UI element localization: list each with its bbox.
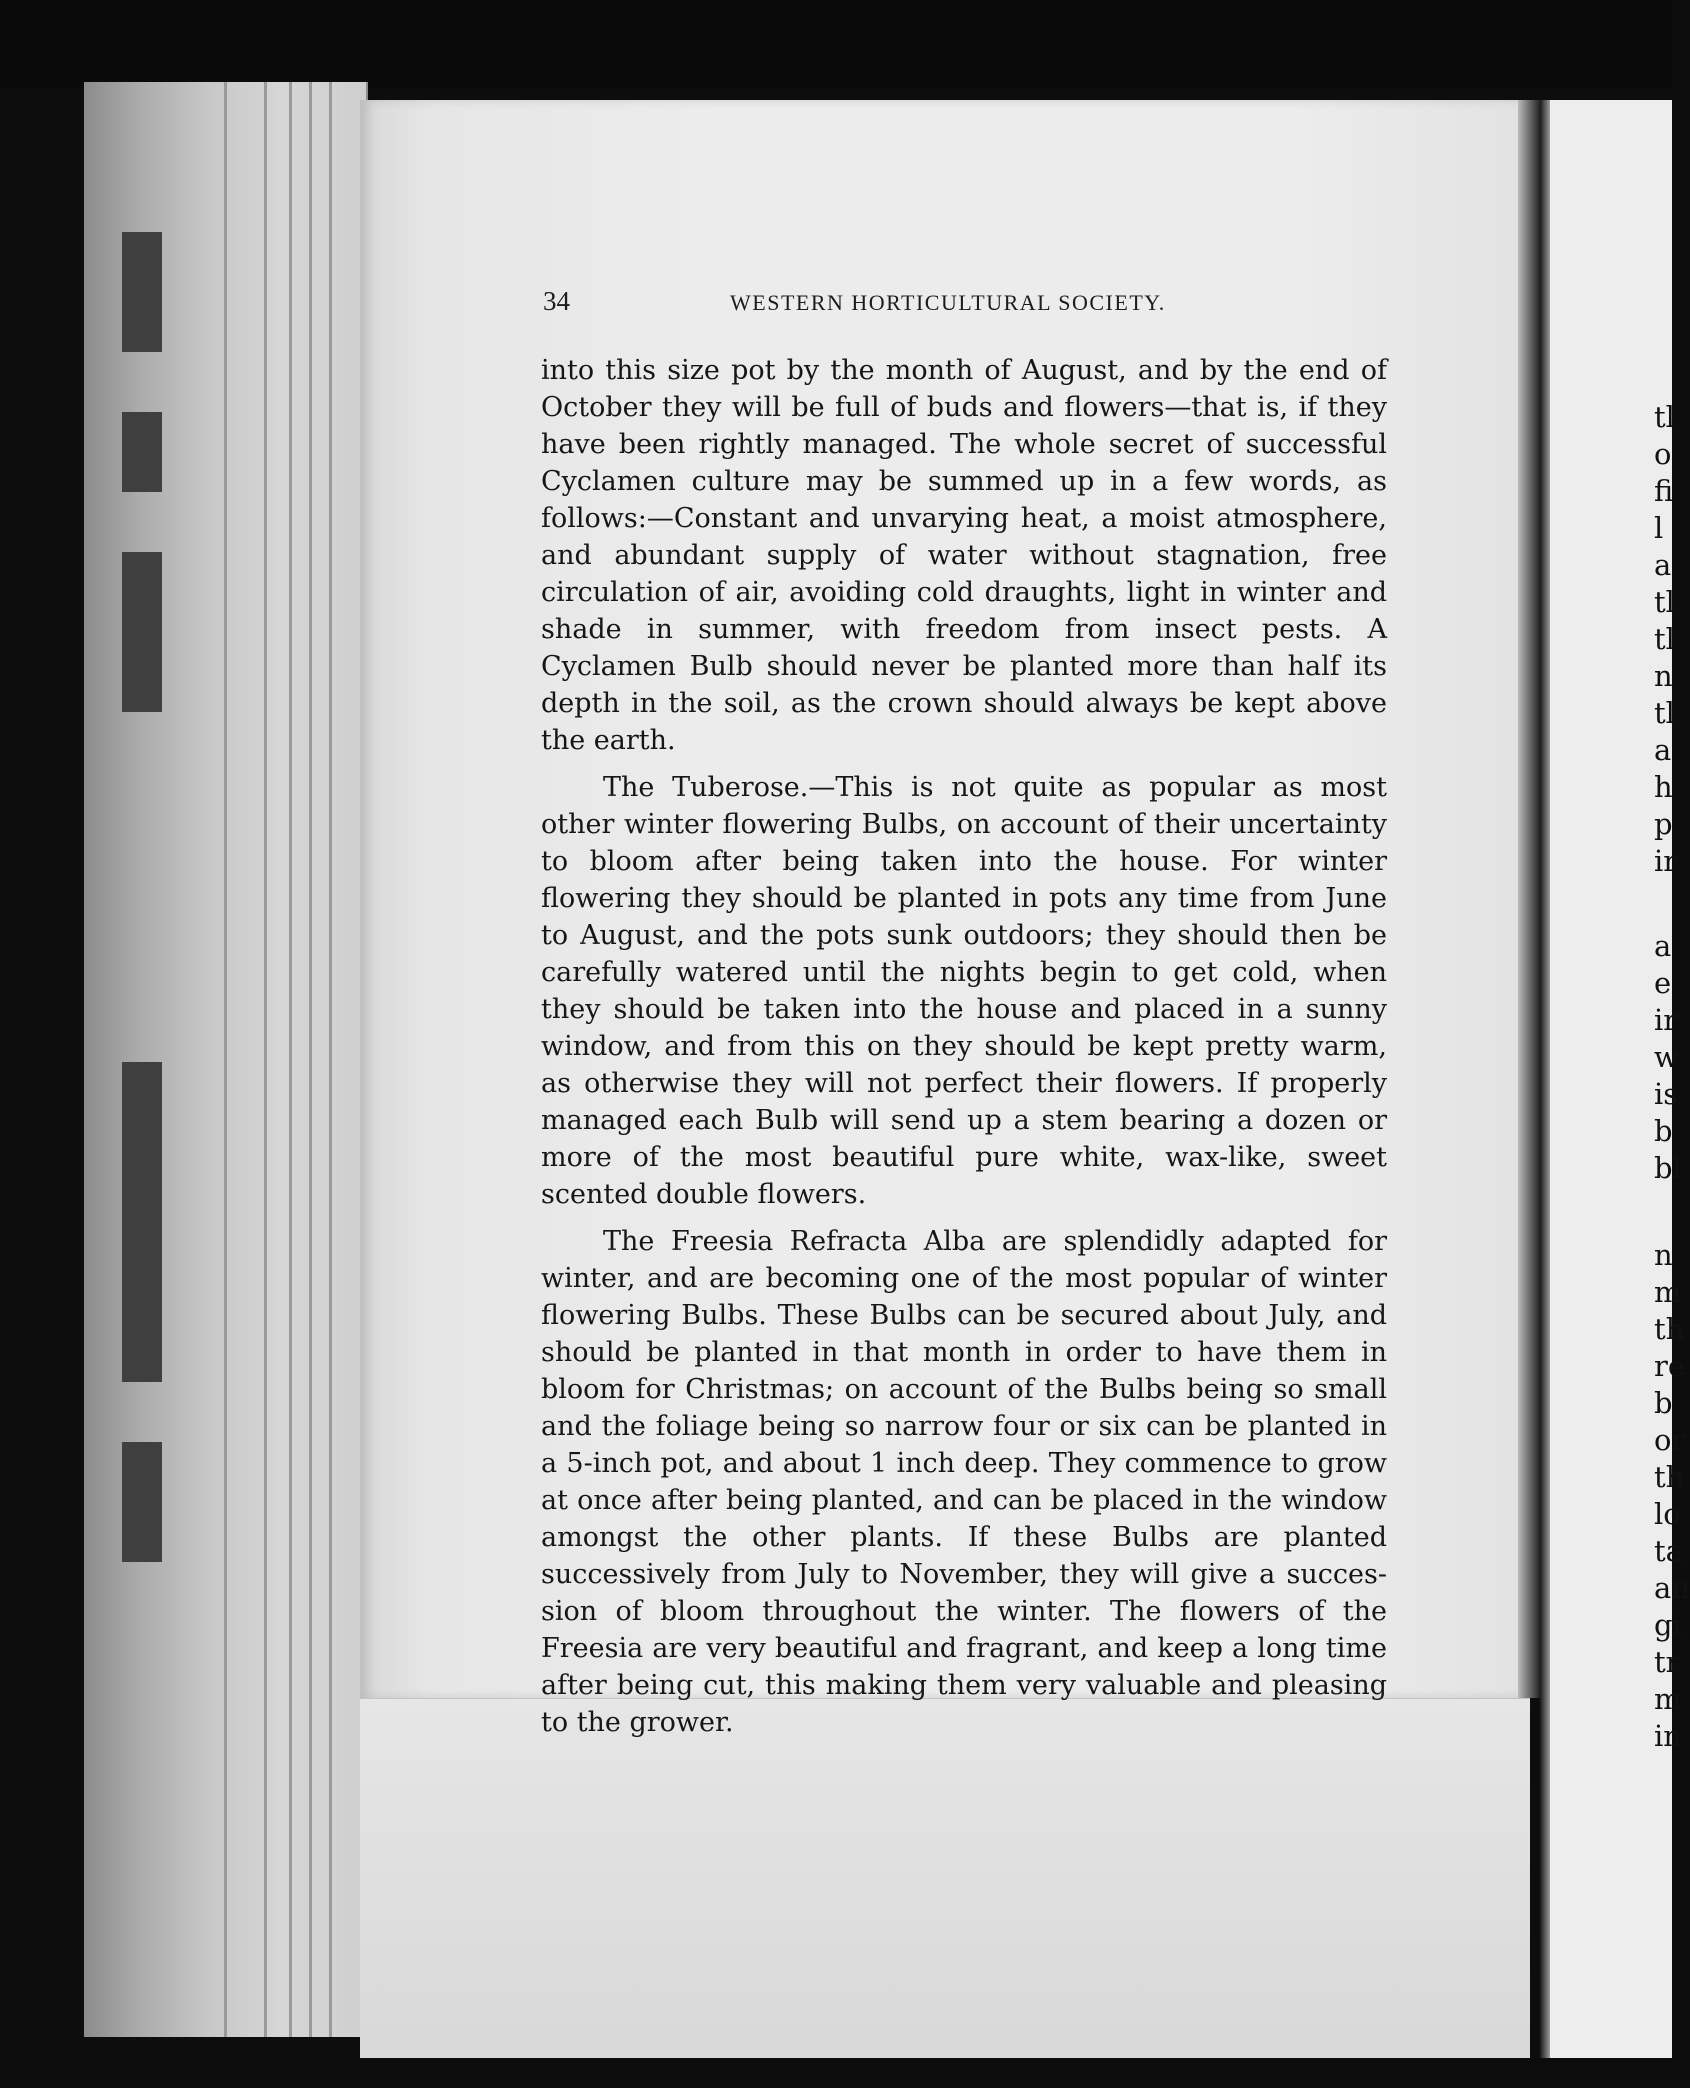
next-page-fragment: n bbox=[1654, 659, 1673, 693]
next-page-fragment: is bbox=[1654, 1077, 1679, 1111]
next-page-fragment: b bbox=[1654, 1114, 1673, 1148]
next-page-fragment: l bbox=[1654, 511, 1664, 545]
page-lower-margin bbox=[360, 1698, 1530, 2059]
next-page-fragment: tl bbox=[1654, 696, 1675, 730]
scan-border-top bbox=[0, 0, 1672, 88]
next-page-fragment: w bbox=[1654, 1040, 1679, 1074]
torn-edge bbox=[122, 232, 162, 352]
next-page-fragment: ir bbox=[1654, 1003, 1678, 1037]
next-page-fragment: m bbox=[1654, 1682, 1682, 1716]
next-page-fragment: p bbox=[1654, 807, 1673, 841]
paragraph-tuberose: The Tuberose.—This is not quite as popular as most other winter flowering Bulbs, on account of their uncertainty to bloom after being taken into the house. For winter flowering they should be planted in pots any time from June to August, and the pots sunk outdoors; they should then be carefully watered until the nights begin to get cold, when they should be taken into the house and placed in a sunny window, and from this on they should be kept pretty warm, as otherwise they will not perfect their flowers. If properly managed each Bulb will send up a stem bearing a dozen or more of the most beautiful pure white, wax-like, sweet scented double flowers. bbox=[541, 772, 1387, 1210]
next-page-fragment: n bbox=[1654, 1238, 1673, 1272]
next-page-fragment: gi bbox=[1654, 1608, 1682, 1642]
next-page-fragment: b bbox=[1654, 1386, 1673, 1420]
next-page-fragment: tr bbox=[1654, 1645, 1680, 1679]
next-page-fragment: bl bbox=[1654, 1151, 1682, 1185]
next-page-fragment: th bbox=[1654, 1312, 1685, 1346]
paragraph-freesia: The Freesia Refracta Alba are splendidly adapted for winter, and are becoming one of the most popular of winter flowering Bulbs. These Bulbs can be secured about July, and should be planted in that month in order to have them in bloom for Christmas; on account of the Bulbs being so small and the foliage being so narrow four or six can be planted in a 5-inch pot, and about 1 inch deep. They commence to grow at once after being planted, and can be placed in the window amongst the other plants. If these Bulbs are planted successively from July to November, they will give a succession of bloom throughout the winter. The flowers of the Freesia are very beautiful and fragrant, and keep a long time after being cut, this making them very valuable and pleasing to the grower. bbox=[541, 1226, 1387, 1738]
running-title: WESTERN HORTICULTURAL SOCIETY. bbox=[730, 290, 1166, 315]
page-number: 34 bbox=[543, 286, 570, 316]
torn-edge bbox=[122, 1442, 162, 1562]
next-page-fragment: an bbox=[1654, 1571, 1690, 1605]
binding-line bbox=[309, 82, 312, 2037]
next-page-fragment: o bbox=[1654, 437, 1672, 471]
next-page-fragment: or bbox=[1654, 1423, 1686, 1457]
next-page-fragment: a bbox=[1654, 929, 1672, 963]
next-page-fragment: tl bbox=[1654, 585, 1675, 619]
next-page-fragment: e bbox=[1654, 966, 1672, 1000]
paragraph-cyclamen: into this size pot by the month of August, and by the end of October they will be full of buds and flowers—that is, if they have been rightly managed. The whole secret of successful Cyclamen culture may be summed up in a few words, as follows:—Constant and unvarying heat, a moist atmosphere, and abundant supply of water without stagnation, free circulation of air, avoiding cold draughts, light in winter and shade in summer, with freedom from insect pests. A Cyclamen Bulb should never be planted more than half its depth in the soil, as the crown should always be kept above the earth. bbox=[541, 355, 1387, 756]
page-gutter-shadow bbox=[1518, 100, 1540, 1698]
next-page-fragment: lo bbox=[1654, 1497, 1681, 1531]
page-body bbox=[541, 352, 1387, 1741]
next-page-fragment: ta bbox=[1654, 1534, 1683, 1568]
next-page-fragment: th bbox=[1654, 1460, 1685, 1494]
next-page-fragment: re bbox=[1654, 1349, 1686, 1383]
next-page-sliver bbox=[1540, 100, 1672, 2088]
next-page-fragment: h bbox=[1654, 770, 1673, 804]
next-page-fragment: tl bbox=[1654, 622, 1675, 656]
binding-line bbox=[264, 82, 267, 2037]
next-page-fragment: ir bbox=[1654, 844, 1678, 878]
binding-line bbox=[329, 82, 332, 2037]
torn-edge bbox=[122, 412, 162, 492]
book-binding-edge bbox=[84, 82, 368, 2037]
next-page-fragment: a bbox=[1654, 733, 1672, 767]
next-page-fragment: in bbox=[1654, 1719, 1682, 1753]
next-page-fragment: tl bbox=[1654, 400, 1675, 434]
binding-line bbox=[289, 82, 292, 2037]
next-page-fragment: fi bbox=[1654, 474, 1674, 508]
next-page-fragment: a bbox=[1654, 548, 1672, 582]
scan-border-bottom bbox=[0, 2058, 1672, 2088]
torn-edge bbox=[122, 1062, 162, 1382]
binding-line bbox=[224, 82, 227, 2037]
torn-edge bbox=[122, 552, 162, 712]
next-page-fragment: m bbox=[1654, 1275, 1682, 1309]
page-fold bbox=[1540, 100, 1550, 2088]
